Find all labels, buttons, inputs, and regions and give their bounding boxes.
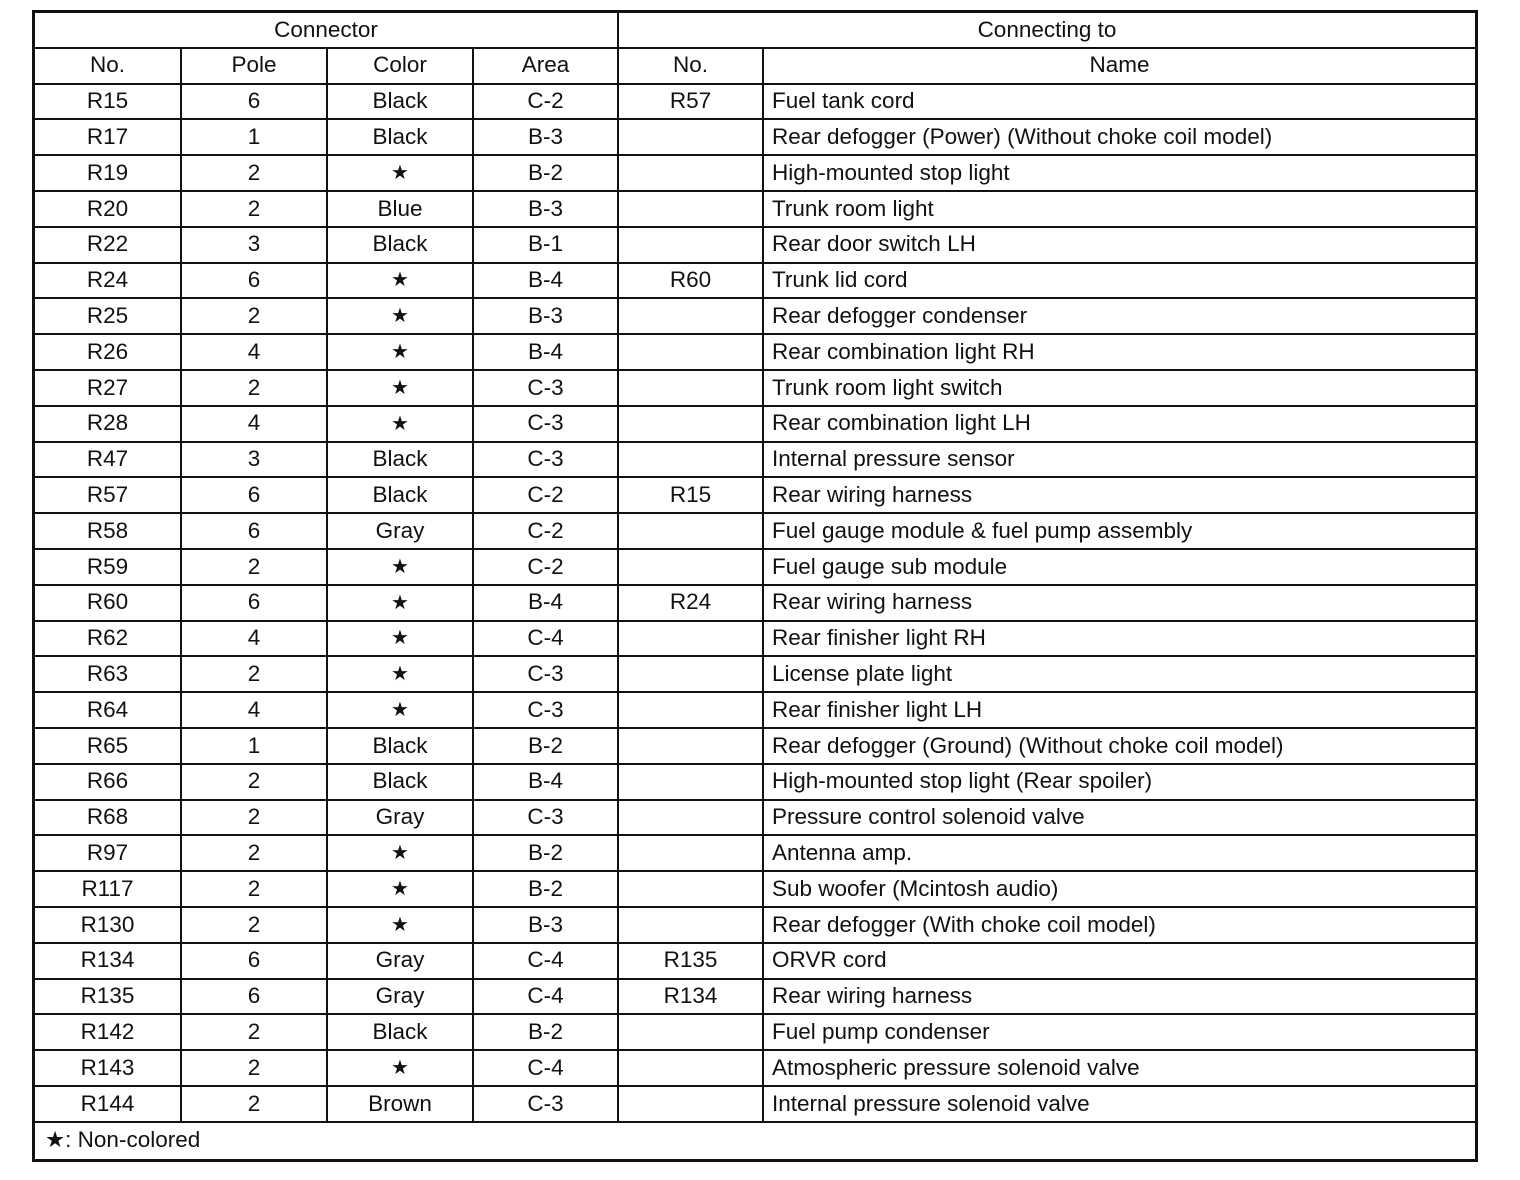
cell-no: R47 bbox=[35, 442, 181, 478]
cell-pole: 4 bbox=[181, 621, 327, 657]
cell-connecting-no bbox=[618, 406, 763, 442]
cell-area: B-4 bbox=[473, 764, 618, 800]
connector-table bbox=[35, 13, 1475, 1159]
cell-name: Rear wiring harness bbox=[763, 979, 1475, 1015]
cell-connecting-no bbox=[618, 119, 763, 155]
col-header-area: Area bbox=[473, 48, 618, 84]
cell-color: ★ bbox=[327, 1050, 473, 1086]
cell-no: R142 bbox=[35, 1014, 181, 1050]
cell-color: ★ bbox=[327, 334, 473, 370]
cell-area: C-3 bbox=[473, 692, 618, 728]
cell-color: Black bbox=[327, 84, 473, 120]
cell-name: Trunk lid cord bbox=[763, 263, 1475, 299]
table-row bbox=[35, 764, 1475, 800]
cell-pole: 6 bbox=[181, 84, 327, 120]
cell-pole: 4 bbox=[181, 406, 327, 442]
cell-name: Internal pressure solenoid valve bbox=[763, 1086, 1475, 1122]
cell-color: ★ bbox=[327, 155, 473, 191]
table-row bbox=[35, 334, 1475, 370]
cell-name: Sub woofer (Mcintosh audio) bbox=[763, 871, 1475, 907]
column-header-row bbox=[35, 48, 1475, 84]
table-row bbox=[35, 119, 1475, 155]
cell-name: Rear combination light RH bbox=[763, 334, 1475, 370]
cell-connecting-no bbox=[618, 227, 763, 263]
cell-color: ★ bbox=[327, 406, 473, 442]
cell-pole: 6 bbox=[181, 585, 327, 621]
cell-color: Gray bbox=[327, 513, 473, 549]
footnote-row bbox=[35, 1122, 1475, 1159]
cell-area: C-3 bbox=[473, 406, 618, 442]
cell-color: ★ bbox=[327, 871, 473, 907]
cell-connecting-no bbox=[618, 764, 763, 800]
cell-no: R15 bbox=[35, 84, 181, 120]
table-row bbox=[35, 227, 1475, 263]
cell-connecting-no: R60 bbox=[618, 263, 763, 299]
cell-no: R24 bbox=[35, 263, 181, 299]
cell-no: R68 bbox=[35, 800, 181, 836]
cell-area: C-4 bbox=[473, 1050, 618, 1086]
cell-color: Gray bbox=[327, 943, 473, 979]
cell-connecting-no bbox=[618, 370, 763, 406]
cell-name: Rear finisher light LH bbox=[763, 692, 1475, 728]
cell-color: Black bbox=[327, 477, 473, 513]
cell-pole: 2 bbox=[181, 298, 327, 334]
cell-pole: 2 bbox=[181, 1086, 327, 1122]
cell-area: C-3 bbox=[473, 442, 618, 478]
cell-area: C-3 bbox=[473, 370, 618, 406]
cell-pole: 2 bbox=[181, 871, 327, 907]
cell-no: R59 bbox=[35, 549, 181, 585]
cell-pole: 2 bbox=[181, 191, 327, 227]
cell-pole: 2 bbox=[181, 907, 327, 943]
cell-no: R97 bbox=[35, 835, 181, 871]
cell-name: Rear defogger (Power) (Without choke coil model) bbox=[763, 119, 1475, 155]
cell-connecting-no bbox=[618, 1014, 763, 1050]
table-row bbox=[35, 513, 1475, 549]
cell-no: R26 bbox=[35, 334, 181, 370]
cell-pole: 3 bbox=[181, 227, 327, 263]
cell-pole: 2 bbox=[181, 370, 327, 406]
table-row bbox=[35, 406, 1475, 442]
cell-connecting-no: R15 bbox=[618, 477, 763, 513]
cell-color: ★ bbox=[327, 549, 473, 585]
cell-pole: 2 bbox=[181, 800, 327, 836]
cell-pole: 1 bbox=[181, 119, 327, 155]
cell-pole: 6 bbox=[181, 513, 327, 549]
cell-no: R144 bbox=[35, 1086, 181, 1122]
cell-pole: 2 bbox=[181, 155, 327, 191]
cell-connecting-no bbox=[618, 155, 763, 191]
cell-name: Fuel gauge module & fuel pump assembly bbox=[763, 513, 1475, 549]
cell-name: Trunk room light bbox=[763, 191, 1475, 227]
cell-no: R17 bbox=[35, 119, 181, 155]
cell-color: ★ bbox=[327, 298, 473, 334]
cell-color: Gray bbox=[327, 979, 473, 1015]
table-row bbox=[35, 263, 1475, 299]
cell-area: B-4 bbox=[473, 585, 618, 621]
connector-group-header: Connector bbox=[35, 13, 618, 48]
cell-no: R27 bbox=[35, 370, 181, 406]
cell-color: ★ bbox=[327, 621, 473, 657]
cell-name: Rear finisher light RH bbox=[763, 621, 1475, 657]
cell-connecting-no bbox=[618, 334, 763, 370]
cell-area: B-4 bbox=[473, 334, 618, 370]
cell-no: R135 bbox=[35, 979, 181, 1015]
table-row bbox=[35, 1050, 1475, 1086]
cell-color: Black bbox=[327, 227, 473, 263]
cell-pole: 2 bbox=[181, 1050, 327, 1086]
cell-color: ★ bbox=[327, 907, 473, 943]
cell-name: Internal pressure sensor bbox=[763, 442, 1475, 478]
cell-connecting-no bbox=[618, 800, 763, 836]
cell-name: Antenna amp. bbox=[763, 835, 1475, 871]
cell-name: Fuel tank cord bbox=[763, 84, 1475, 120]
cell-connecting-no bbox=[618, 728, 763, 764]
cell-pole: 4 bbox=[181, 334, 327, 370]
cell-connecting-no bbox=[618, 871, 763, 907]
col-header-to-no: No. bbox=[618, 48, 763, 84]
cell-area: C-2 bbox=[473, 84, 618, 120]
cell-area: C-2 bbox=[473, 513, 618, 549]
col-header-name: Name bbox=[763, 48, 1475, 84]
cell-area: B-2 bbox=[473, 728, 618, 764]
table-row bbox=[35, 549, 1475, 585]
cell-connecting-no: R134 bbox=[618, 979, 763, 1015]
cell-pole: 6 bbox=[181, 263, 327, 299]
cell-area: C-4 bbox=[473, 979, 618, 1015]
connecting-to-group-header: Connecting to bbox=[618, 13, 1475, 48]
cell-name: High-mounted stop light (Rear spoiler) bbox=[763, 764, 1475, 800]
cell-color: Gray bbox=[327, 800, 473, 836]
cell-area: B-1 bbox=[473, 227, 618, 263]
cell-connecting-no: R24 bbox=[618, 585, 763, 621]
cell-area: C-2 bbox=[473, 549, 618, 585]
cell-area: B-3 bbox=[473, 298, 618, 334]
cell-connecting-no bbox=[618, 513, 763, 549]
cell-no: R57 bbox=[35, 477, 181, 513]
cell-area: C-2 bbox=[473, 477, 618, 513]
table-row bbox=[35, 370, 1475, 406]
cell-connecting-no bbox=[618, 298, 763, 334]
table-row bbox=[35, 1014, 1475, 1050]
cell-pole: 2 bbox=[181, 1014, 327, 1050]
table-row bbox=[35, 871, 1475, 907]
cell-no: R143 bbox=[35, 1050, 181, 1086]
cell-area: B-2 bbox=[473, 155, 618, 191]
cell-color: ★ bbox=[327, 370, 473, 406]
cell-pole: 3 bbox=[181, 442, 327, 478]
cell-pole: 2 bbox=[181, 835, 327, 871]
cell-area: B-2 bbox=[473, 1014, 618, 1050]
table-row bbox=[35, 907, 1475, 943]
table-row bbox=[35, 1086, 1475, 1122]
cell-connecting-no bbox=[618, 1086, 763, 1122]
cell-no: R65 bbox=[35, 728, 181, 764]
footnote: ★: Non-colored bbox=[35, 1122, 1475, 1159]
cell-color: Blue bbox=[327, 191, 473, 227]
cell-no: R66 bbox=[35, 764, 181, 800]
table-row bbox=[35, 979, 1475, 1015]
cell-no: R117 bbox=[35, 871, 181, 907]
cell-name: Fuel gauge sub module bbox=[763, 549, 1475, 585]
cell-pole: 1 bbox=[181, 728, 327, 764]
cell-connecting-no bbox=[618, 835, 763, 871]
table-row bbox=[35, 477, 1475, 513]
table-row bbox=[35, 728, 1475, 764]
cell-color: Black bbox=[327, 728, 473, 764]
cell-no: R19 bbox=[35, 155, 181, 191]
cell-connecting-no bbox=[618, 621, 763, 657]
cell-name: Rear door switch LH bbox=[763, 227, 1475, 263]
cell-name: Pressure control solenoid valve bbox=[763, 800, 1475, 836]
connector-table-sheet bbox=[32, 10, 1478, 1162]
cell-no: R25 bbox=[35, 298, 181, 334]
cell-connecting-no bbox=[618, 907, 763, 943]
cell-pole: 6 bbox=[181, 477, 327, 513]
cell-name: Atmospheric pressure solenoid valve bbox=[763, 1050, 1475, 1086]
table-row bbox=[35, 298, 1475, 334]
cell-area: C-3 bbox=[473, 1086, 618, 1122]
cell-color: ★ bbox=[327, 656, 473, 692]
cell-area: B-3 bbox=[473, 191, 618, 227]
cell-area: B-2 bbox=[473, 871, 618, 907]
cell-connecting-no bbox=[618, 549, 763, 585]
cell-name: Rear defogger (With choke coil model) bbox=[763, 907, 1475, 943]
cell-connecting-no bbox=[618, 442, 763, 478]
table-row bbox=[35, 84, 1475, 120]
cell-connecting-no: R57 bbox=[618, 84, 763, 120]
col-header-pole: Pole bbox=[181, 48, 327, 84]
cell-no: R64 bbox=[35, 692, 181, 728]
cell-color: Black bbox=[327, 442, 473, 478]
table-body bbox=[35, 84, 1475, 1122]
cell-connecting-no: R135 bbox=[618, 943, 763, 979]
cell-color: ★ bbox=[327, 835, 473, 871]
cell-name: Rear wiring harness bbox=[763, 477, 1475, 513]
table-row bbox=[35, 621, 1475, 657]
cell-no: R60 bbox=[35, 585, 181, 621]
cell-area: C-4 bbox=[473, 621, 618, 657]
cell-connecting-no bbox=[618, 656, 763, 692]
table-row bbox=[35, 191, 1475, 227]
cell-no: R58 bbox=[35, 513, 181, 549]
cell-name: Trunk room light switch bbox=[763, 370, 1475, 406]
cell-connecting-no bbox=[618, 1050, 763, 1086]
col-header-no: No. bbox=[35, 48, 181, 84]
table-row bbox=[35, 442, 1475, 478]
cell-no: R22 bbox=[35, 227, 181, 263]
table-row bbox=[35, 585, 1475, 621]
cell-no: R63 bbox=[35, 656, 181, 692]
cell-no: R130 bbox=[35, 907, 181, 943]
cell-area: B-2 bbox=[473, 835, 618, 871]
cell-pole: 4 bbox=[181, 692, 327, 728]
cell-name: Rear combination light LH bbox=[763, 406, 1475, 442]
cell-color: ★ bbox=[327, 585, 473, 621]
cell-name: High-mounted stop light bbox=[763, 155, 1475, 191]
cell-no: R20 bbox=[35, 191, 181, 227]
cell-color: ★ bbox=[327, 263, 473, 299]
cell-connecting-no bbox=[618, 692, 763, 728]
group-header-row bbox=[35, 13, 1475, 48]
cell-pole: 6 bbox=[181, 943, 327, 979]
table-row bbox=[35, 800, 1475, 836]
cell-area: C-3 bbox=[473, 656, 618, 692]
cell-area: C-4 bbox=[473, 943, 618, 979]
table-row bbox=[35, 835, 1475, 871]
cell-no: R62 bbox=[35, 621, 181, 657]
cell-pole: 2 bbox=[181, 764, 327, 800]
cell-color: Black bbox=[327, 119, 473, 155]
table-row bbox=[35, 943, 1475, 979]
table-row bbox=[35, 656, 1475, 692]
cell-connecting-no bbox=[618, 191, 763, 227]
cell-pole: 2 bbox=[181, 656, 327, 692]
cell-color: Black bbox=[327, 764, 473, 800]
cell-no: R134 bbox=[35, 943, 181, 979]
cell-no: R28 bbox=[35, 406, 181, 442]
cell-area: B-4 bbox=[473, 263, 618, 299]
cell-color: Black bbox=[327, 1014, 473, 1050]
cell-name: Rear wiring harness bbox=[763, 585, 1475, 621]
cell-area: C-3 bbox=[473, 800, 618, 836]
col-header-color: Color bbox=[327, 48, 473, 84]
table-row bbox=[35, 692, 1475, 728]
cell-name: Rear defogger condenser bbox=[763, 298, 1475, 334]
cell-color: Brown bbox=[327, 1086, 473, 1122]
table-row bbox=[35, 155, 1475, 191]
cell-area: B-3 bbox=[473, 907, 618, 943]
cell-name: Rear defogger (Ground) (Without choke coil model) bbox=[763, 728, 1475, 764]
cell-area: B-3 bbox=[473, 119, 618, 155]
cell-pole: 2 bbox=[181, 549, 327, 585]
cell-name: ORVR cord bbox=[763, 943, 1475, 979]
cell-color: ★ bbox=[327, 692, 473, 728]
cell-name: Fuel pump condenser bbox=[763, 1014, 1475, 1050]
cell-pole: 6 bbox=[181, 979, 327, 1015]
cell-name: License plate light bbox=[763, 656, 1475, 692]
